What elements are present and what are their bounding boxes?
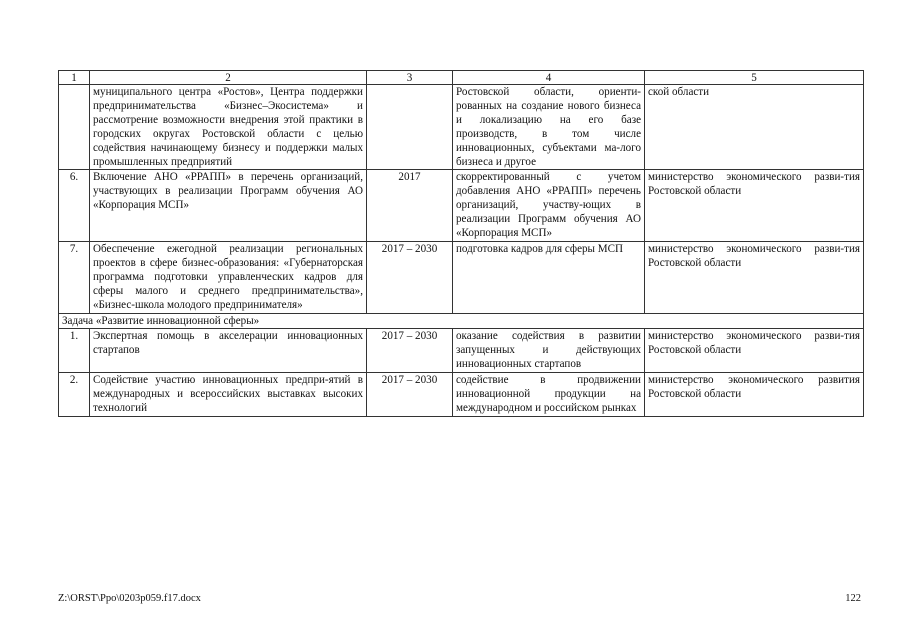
row-number xyxy=(59,85,90,170)
header-col-1: 1 xyxy=(59,71,90,85)
row-result: подготовка кадров для сферы МСП xyxy=(453,241,645,313)
row-period: 2017 – 2030 xyxy=(367,329,453,373)
table-row xyxy=(59,329,864,373)
row-result: содействие в продвижении инновационной продукции на международном и российском рынках xyxy=(453,373,645,417)
table-row xyxy=(59,373,864,417)
row-measure: муниципального центра «Ростов», Центра поддержки предпринимательства «Бизнес–Экосистема» и рассмотрение возможности внедрения этой практики в городских округах Ростовской области с целью содействия начинающему бизнесу и поддержки малых промышленных предприятий xyxy=(90,85,367,170)
header-col-3: 3 xyxy=(367,71,453,85)
row-number: 6. xyxy=(59,170,90,242)
row-result: скорректированный с учетом добавления АНО «РРАПП» перечень организаций, участву-ющих в реализации Программ обучения АО «Корпорация МСП» xyxy=(453,170,645,242)
header-col-5: 5 xyxy=(645,71,864,85)
footer-page-number: 122 xyxy=(845,593,861,604)
row-period: 2017 – 2030 xyxy=(367,241,453,313)
row-number: 1. xyxy=(59,329,90,373)
row-measure: Содействие участию инновационных предпри-ятий в международных и всероссийских выставках высоких технологий xyxy=(90,373,367,417)
row-period xyxy=(367,85,453,170)
row-number: 2. xyxy=(59,373,90,417)
row-number: 7. xyxy=(59,241,90,313)
section-row xyxy=(59,313,864,329)
header-col-4: 4 xyxy=(453,71,645,85)
row-period: 2017 xyxy=(367,170,453,242)
row-responsible: министерство экономического разви-тия Ростовской области xyxy=(645,329,864,373)
row-measure: Включение АНО «РРАПП» в перечень организаций, участвующих в реализации Программ обучения АО «Корпорация МСП» xyxy=(90,170,367,242)
measures-table xyxy=(58,70,864,417)
row-responsible: ской области xyxy=(645,85,864,170)
table-row xyxy=(59,170,864,242)
row-responsible: министерство экономического разви-тия Ростовской области xyxy=(645,170,864,242)
header-col-2: 2 xyxy=(90,71,367,85)
row-measure: Экспертная помощь в акселерации инновационных стартапов xyxy=(90,329,367,373)
row-result: оказание содействия в развитии запущенных и действующих инновационных стартапов xyxy=(453,329,645,373)
row-responsible: министерство экономического разви-тия Ростовской области xyxy=(645,241,864,313)
row-measure: Обеспечение ежегодной реализации региональных проектов в сфере бизнес-образования: «Губернаторская программа подготовки управленческих кадров для сферы малого и среднего предпринимательства», «Бизнес-школа молодого предпринимателя» xyxy=(90,241,367,313)
row-period: 2017 – 2030 xyxy=(367,373,453,417)
row-result: Ростовской области, ориенти-рованных на создание нового бизнеса и локализацию на его базе производств, в том числе инновационных, субъектами ма-лого бизнеса и другое xyxy=(453,85,645,170)
footer-file-path: Z:\ORST\Ppo\0203p059.f17.docx xyxy=(58,593,201,604)
section-title: Задача «Развитие инновационной сферы» xyxy=(59,313,864,329)
header-row xyxy=(59,71,864,85)
row-responsible: министерство экономического развития Ростовской области xyxy=(645,373,864,417)
table-row xyxy=(59,241,864,313)
table-row xyxy=(59,85,864,170)
